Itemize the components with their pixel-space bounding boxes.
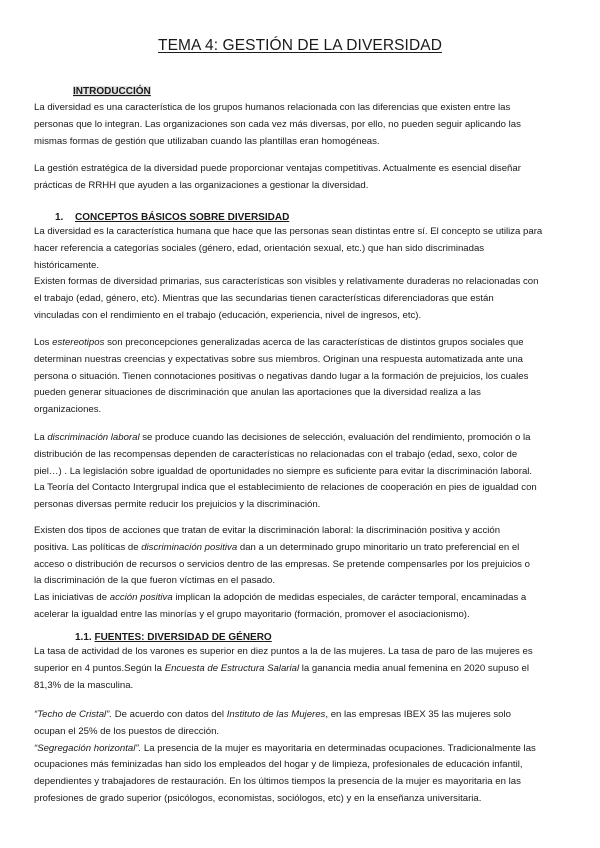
text-line: Existen formas de diversidad primarias, sus características son visibles y relativamente duraderas no relacionadas con [34,276,539,288]
text-line: hacer referencia a categorías sociales (género, edad, orientación sexual, etc.) que han sido discriminadas [34,242,485,254]
text-line: La diversidad es la característica humana que hace que las personas sean distintas entre sí. El concepto se utiliza para [34,226,543,237]
text-line: históricamente. [34,259,100,271]
text-line: Existen dos tipos de acciones que tratan de evitar la discriminación laboral: la discriminación positiva y acción [34,525,501,536]
text-line: persona o situación. Tienen connotaciones positivas o negativas dando lugar a la formación de prejuicios, los cuales [34,370,529,382]
text-line: organizaciones. [34,404,102,416]
text-line: pueden generar situaciones de discriminación que anulan las aportaciones que la diversidad realiza a las [34,387,481,399]
text-line: personas diversas permite reducir los prejuicios y la discriminación. [34,499,321,511]
text-line: “Techo de Cristal”. De acuerdo con datos del Instituto de las Mujeres, en las empresas IBEX 35 las mujeres solo [34,709,511,720]
section-1-paragraph-discriminacion [34,430,574,514]
section-1-1-number: 1.1. [75,632,92,643]
section-1-paragraph-estereotipos [34,335,574,419]
section-1-1-heading [75,632,272,643]
section-1-1-paragraph-1 [34,644,574,694]
section-1-1-heading-text: FUENTES: DIVERSIDAD DE GÉNERO [94,632,272,643]
text-line: La diversidad es una característica de los grupos humanos relacionada con las diferencias que existen entre las [34,102,511,113]
section-1-number: 1. [55,212,64,223]
document-title [0,37,600,55]
text-line: La discriminación laboral se produce cuando las decisiones de selección, evaluación del rendimiento, promoción o la [34,432,531,443]
text-line: ocupaciones más feminizadas han sido los empleados del hogar y de limpieza, profesionales de educación infantil, [34,759,523,771]
section-1-heading-text: CONCEPTOS BÁSICOS SOBRE DIVERSIDAD [75,212,290,223]
text-line: determinan nuestras creencias y expectativas sobre sus miembros. Originan una respuesta automatizada ante una [34,353,524,365]
section-1-paragraph-acciones [34,523,574,624]
section-1-paragraph-1 [34,224,574,325]
text-line: piel…) . La legislación sobre igualdad de oportunidades no siempre es suficiente para evitar la discriminación laboral. [34,465,533,477]
term-accion-positiva: acción positiva [109,592,173,604]
intro-heading [73,86,151,97]
text-line: dependientes y trabajadores de restauración. En los últimos tiempos la presencia de la mujer es mayoritaria en las [34,776,521,788]
document-title-text: TEMA 4: GESTIÓN DE LA DIVERSIDAD [158,37,442,54]
text-line: ocupan el 25% de los puestos de dirección. [34,725,220,737]
text-line: personas que lo integran. Las organizaciones son cada vez más diversas, por ello, no pueden seguir aplicando las [34,118,521,130]
text-line: Las iniciativas de acción positiva implican la adopción de medidas especiales, de carácter temporal, encaminadas a [34,592,527,604]
term-encuesta: Encuesta de Estructura Salarial [164,662,300,674]
text-line: profesiones de grado superior (psicólogos, economistas, sociólogos, etc) y en la enseñanza universitaria. [34,792,482,804]
text-line: acelerar la igualdad entre las minorías y el grupo mayoritario (formación, promover el asociacionismo). [34,608,470,620]
intro-heading-text: INTRODUCCIÓN [73,86,151,97]
text-line: La Teoría del Contacto Intergrupal indica que el establecimiento de relaciones de cooperación en pies de igualdad con [34,482,537,494]
term-segregacion-horizontal: “Segregación horizontal”. [34,742,142,754]
text-line: La tasa de actividad de los varones es superior en diez puntos a la de las mujeres. La tasa de paro de las mujeres es [34,646,533,657]
text-line: la discriminación de la que fueron víctimas en el pasado. [34,575,276,587]
text-line: el trabajo (edad, género, etc). Mientras que las secundarias tienen características diferenciadoras que están [34,293,494,305]
text-line: 81,3% de la masculina. [34,679,134,691]
section-1-heading [75,212,289,223]
text-line: “Segregación horizontal”. La presencia de la mujer es mayoritaria en determinadas ocupaciones. Tradicionalmente las [34,742,536,754]
text-line: distribución de las recompensas dependen de características no relacionadas con el trabajo (edad, sexo, color de [34,448,518,460]
term-estereotipos: estereotipos [52,337,105,348]
text-line: La gestión estratégica de la diversidad puede proporcionar ventajas competitivas. Actualmente es esencial diseñar [34,163,521,174]
term-instituto: Instituto de las Mujeres [226,709,326,720]
text-line: acceso o distribución de recursos o servicios dentro de las empresas. Se pretende compensarles por los prejuicios o [34,558,530,570]
section-1-1-paragraph-2 [34,707,574,808]
text-line: Los estereotipos son preconcepciones generalizadas acerca de las características de distintos grupos sociales que [34,337,524,348]
term-discriminacion-laboral: discriminación laboral [47,432,140,443]
text-line: prácticas de RRHH que ayuden a las organizaciones a gestionar la diversidad. [34,179,369,191]
term-discriminacion-positiva: discriminación positiva [141,541,238,553]
text-line: positiva. Las políticas de discriminación positiva dan a un determinado grupo minoritario un trato preferencial en el [34,541,520,553]
text-line: vinculadas con el rendimiento en el trabajo (educación, experiencia, nivel de ingresos, etc). [34,309,422,321]
term-techo-de-cristal: “Techo de Cristal”. [34,709,113,720]
intro-paragraph-2 [34,161,574,195]
text-line: superior en 4 puntos.Según la Encuesta de Estructura Salarial la ganancia media anual femenina en 2020 supuso el [34,662,529,674]
text-line: mismas formas de gestión que utilizaban cuando las plantillas eran homogéneas. [34,135,380,147]
intro-paragraph-1 [34,100,574,150]
